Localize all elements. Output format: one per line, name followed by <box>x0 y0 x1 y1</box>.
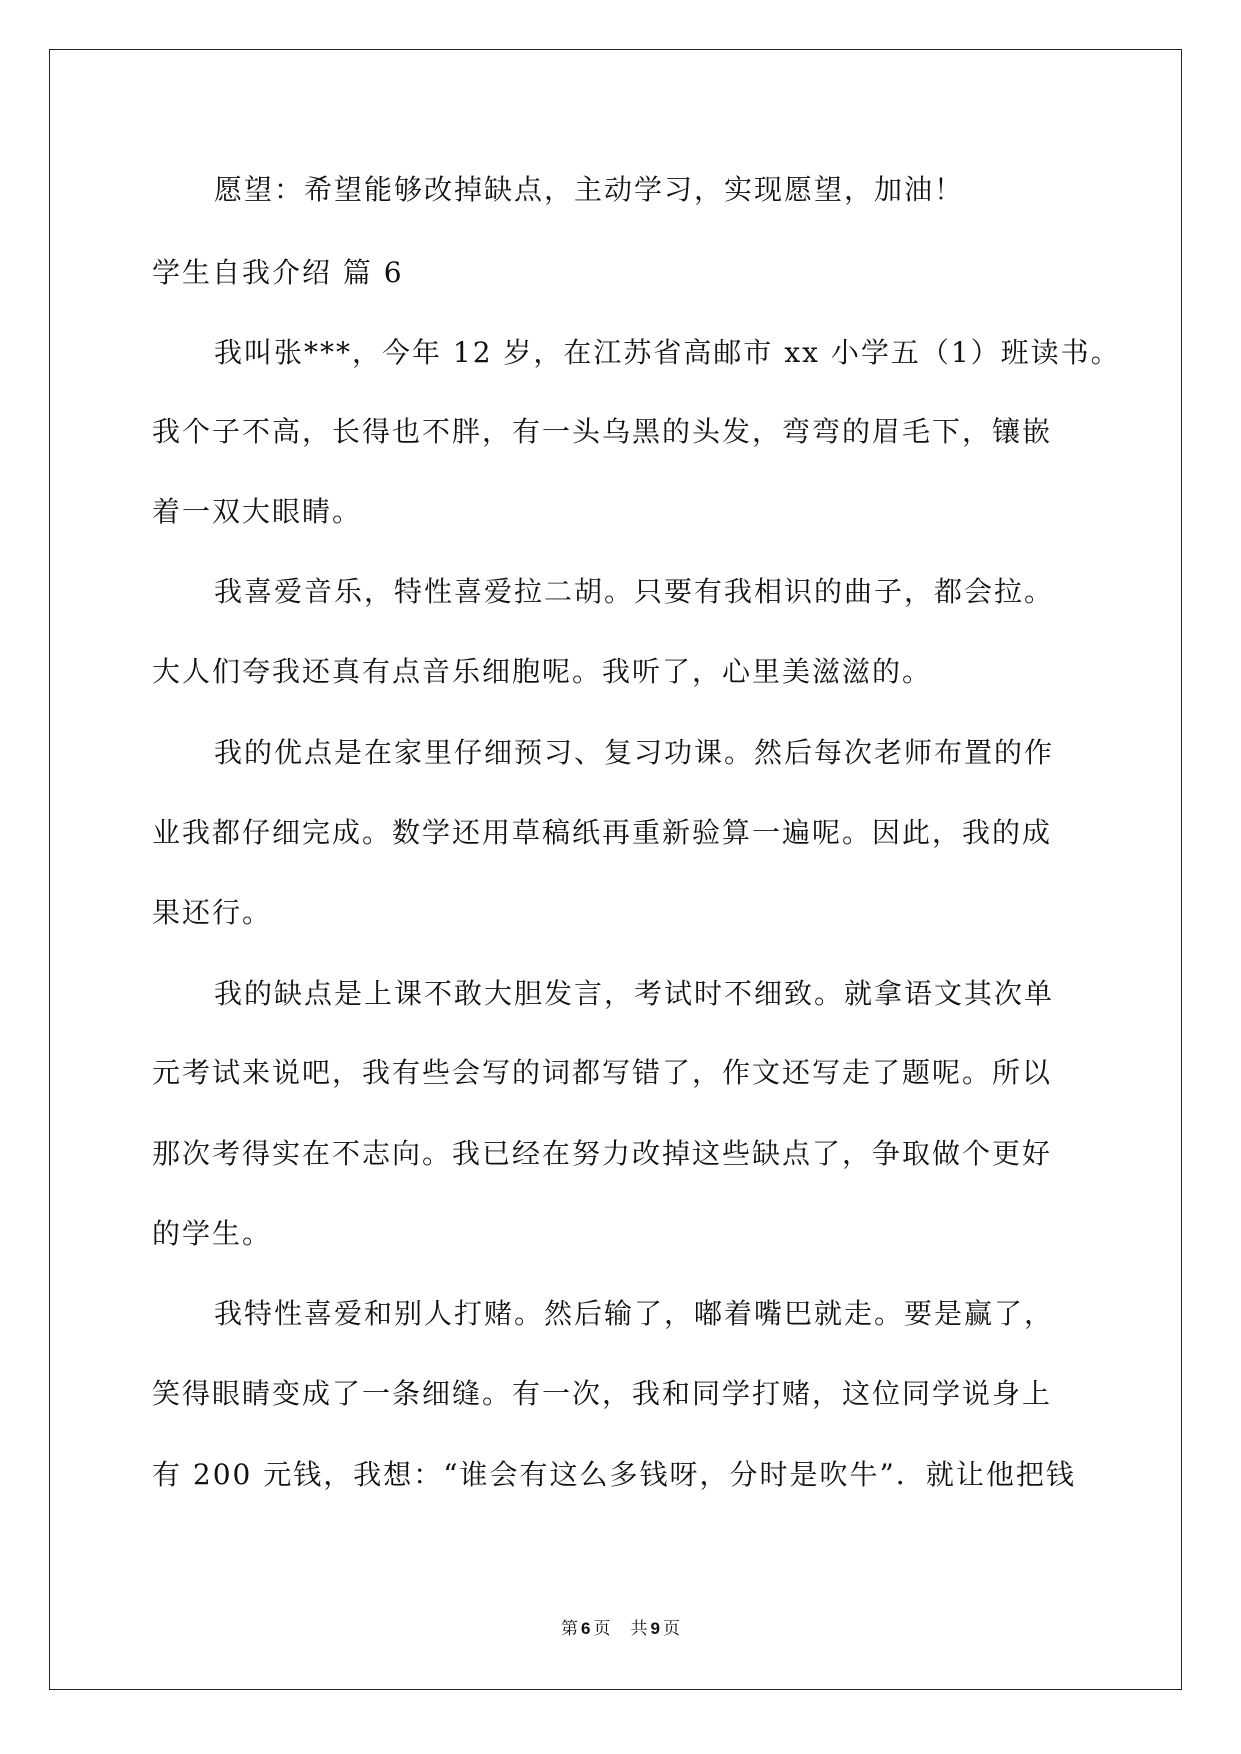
paragraph-line: 愿望：希望能够改掉缺点，主动学习，实现愿望，加油！ <box>214 173 965 206</box>
paragraph-line: 着一双大眼睛。 <box>152 495 363 528</box>
footer-total-number: 9 <box>650 1619 660 1638</box>
paragraph-line: 我叫张***，今年 12 岁，在江苏省高邮市 xx 小学五（1）班读书。 <box>214 336 1121 369</box>
footer-total-suffix: 页 <box>662 1619 680 1639</box>
page-border <box>49 49 1182 1690</box>
paragraph-line: 大人们夸我还真有点音乐细胞呢。我听了，心里美滋滋的。 <box>152 655 933 688</box>
paragraph-line: 有 200 元钱，我想：“谁会有这么多钱呀，分时是吹牛”．就让他把钱 <box>152 1458 1076 1491</box>
paragraph-line: 我喜爱音乐，特性喜爱拉二胡。只要有我相识的曲子，都会拉。 <box>214 575 1055 608</box>
paragraph-line: 元考试来说吧，我有些会写的词都写错了，作文还写走了题呢。所以 <box>152 1056 1053 1089</box>
paragraph-line: 我的优点是在家里仔细预习、复习功课。然后每次老师布置的作 <box>214 736 1055 769</box>
paragraph-line: 笑得眼睛变成了一条细缝。有一次，我和同学打赌，这位同学说身上 <box>152 1377 1053 1410</box>
section-heading: 学生自我介绍 篇 6 <box>152 256 404 289</box>
footer-total-prefix: 共 <box>630 1619 648 1639</box>
paragraph-line: 果还行。 <box>152 896 273 929</box>
paragraph-line: 我个子不高，长得也不胖，有一头乌黑的头发，弯弯的眉毛下，镶嵌 <box>152 415 1053 448</box>
paragraph-line: 我的缺点是上课不敢大胆发言，考试时不细致。就拿语文其次单 <box>214 977 1055 1010</box>
paragraph-line: 那次考得实在不志向。我已经在努力改掉这些缺点了，争取做个更好 <box>152 1137 1053 1170</box>
paragraph-line: 我特性喜爱和别人打赌。然后输了，嘟着嘴巴就走。要是赢了， <box>214 1297 1055 1330</box>
footer-page-number: 6 <box>581 1619 591 1638</box>
footer-page-prefix: 第 <box>561 1619 579 1639</box>
footer-page-suffix: 页 <box>593 1619 611 1639</box>
paragraph-line: 的学生。 <box>152 1217 273 1250</box>
page-footer <box>0 1617 1241 1641</box>
paragraph-line: 业我都仔细完成。数学还用草稿纸再重新验算一遍呢。因此，我的成 <box>152 816 1053 849</box>
